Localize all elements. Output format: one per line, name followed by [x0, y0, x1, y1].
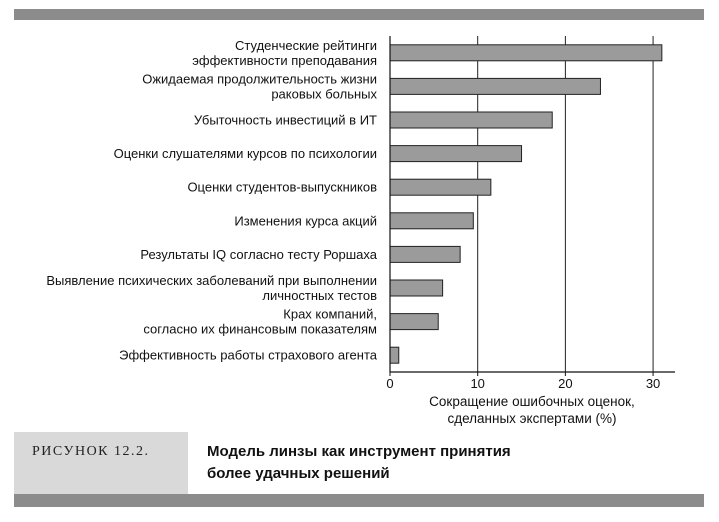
x-tick-labels [386, 372, 660, 391]
bar [390, 280, 443, 296]
bar [390, 146, 522, 162]
x-tick-label: 10 [470, 376, 485, 391]
bar [390, 246, 460, 262]
category-label: Выявление психических заболеваний при выполнении [46, 273, 377, 288]
figure-number-label: РИСУНОК 12.2. [14, 432, 188, 494]
category-label: согласно их финансовым показателям [143, 321, 377, 337]
caption-line: Модель линзы как инструмент принятия [207, 443, 511, 460]
x-tick-label: 30 [645, 376, 661, 391]
x-tick-label: 0 [386, 376, 394, 391]
bar [390, 347, 399, 363]
bar [390, 112, 552, 128]
category-label: раковых больных [271, 86, 377, 102]
x-axis-label [429, 394, 635, 426]
category-label: Оценки студентов-выпускников [187, 179, 377, 195]
x-axis-label-line: сделанных экспертами (%) [447, 411, 617, 426]
bar [390, 179, 491, 195]
category-labels [46, 38, 377, 363]
category-label: Изменения курса акций [234, 213, 377, 229]
category-label: Студенческие рейтинги [235, 37, 377, 53]
x-axis-label-line: Сокращение ошибочных оценок, [429, 394, 635, 409]
bars [390, 45, 662, 363]
category-label: эффективности преподавания [192, 52, 377, 68]
x-tick-label: 20 [558, 376, 573, 391]
bar [390, 45, 662, 61]
category-label: Крах компаний, [283, 306, 377, 322]
category-label: Ожидаемая продолжительность жизни [142, 71, 377, 87]
caption-line: более удачных решений [207, 465, 390, 482]
category-label: Эффективность работы страхового агента [119, 347, 377, 363]
category-label: Результаты IQ согласно тесту Роршаха [140, 246, 377, 262]
category-label: Убыточность инвестиций в ИТ [193, 112, 377, 128]
figure-caption [207, 441, 627, 485]
bar [390, 314, 438, 330]
bar [390, 213, 473, 229]
bar [390, 78, 600, 94]
category-label: Оценки слушателями курсов по психологии [113, 146, 377, 162]
category-label: личностных тестов [262, 288, 377, 303]
bottom-decorative-bar [14, 494, 704, 507]
